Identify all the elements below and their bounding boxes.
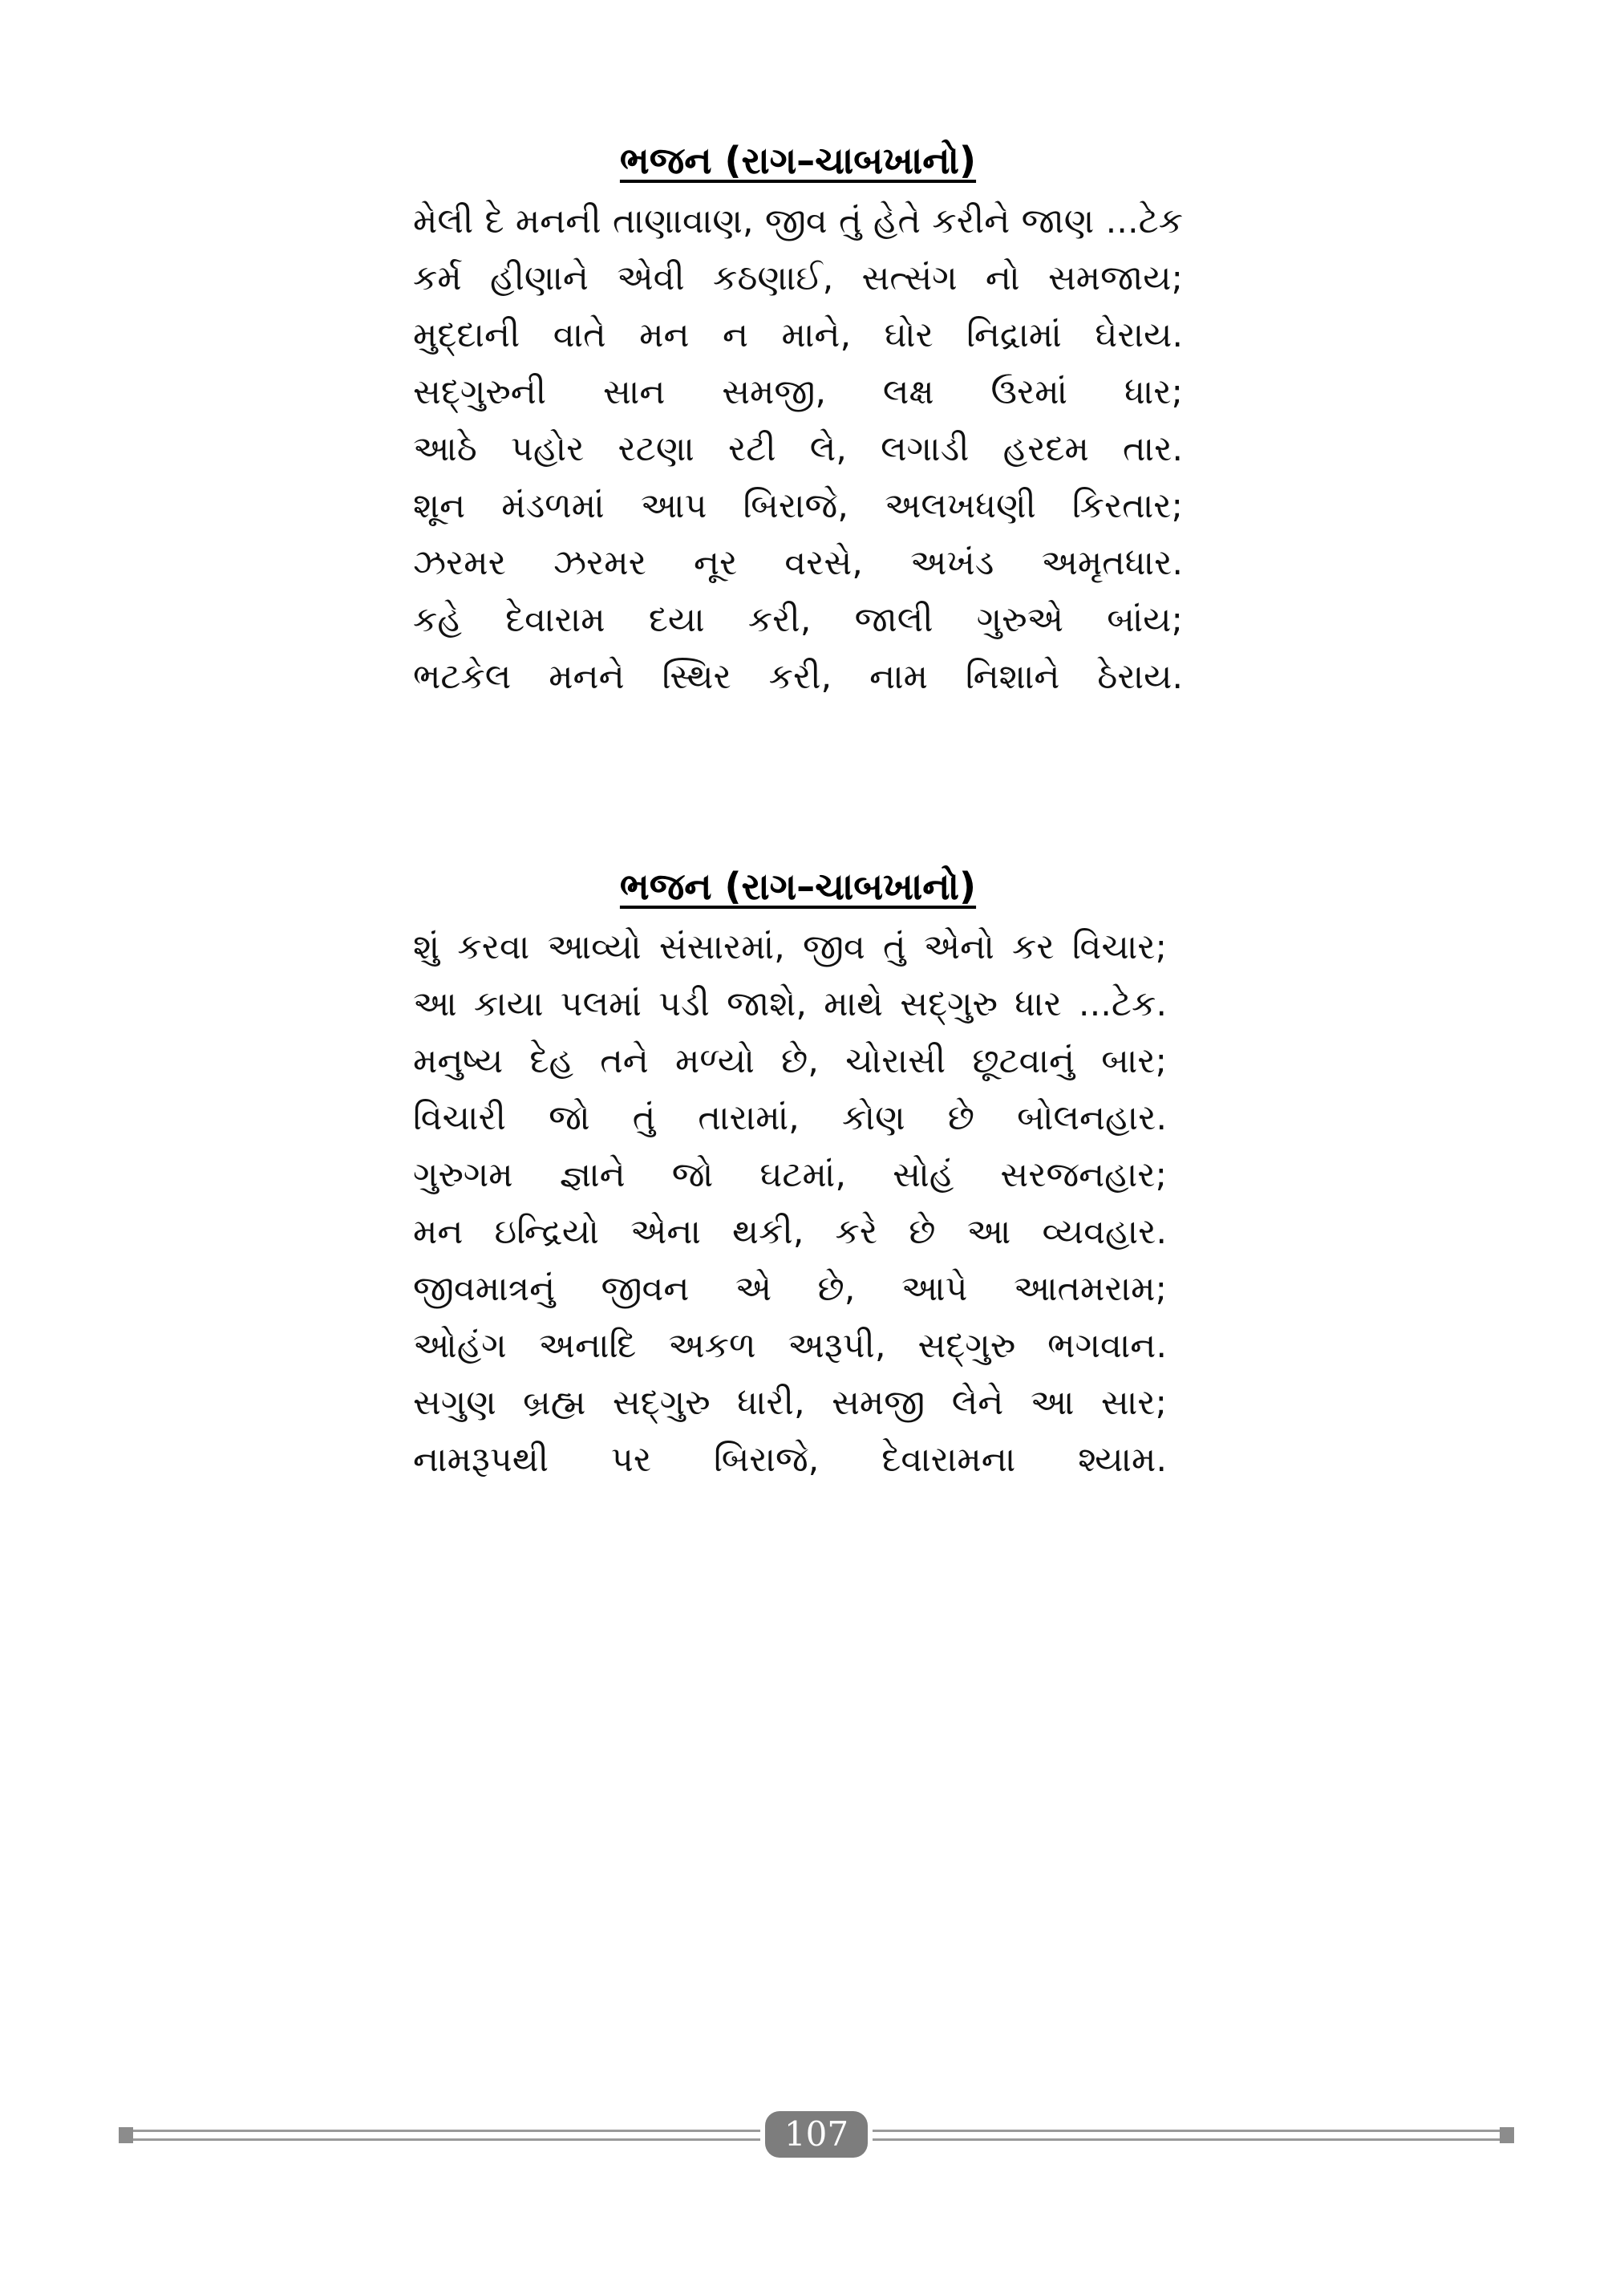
footer-rule-cap-left — [119, 2127, 133, 2143]
verse-line: સદ્‌ગુરુની સાન સમજી, લક્ષ ઉરમાં ધાર; — [413, 372, 1183, 412]
page-footer — [119, 2108, 1514, 2156]
verse-block-1 — [413, 193, 1183, 706]
footer-rule-cap-right — [1500, 2127, 1514, 2143]
footer-rule-left — [119, 2130, 760, 2141]
verse-line: જીવમાત્રનું જીવન એ છે, આપે આતમરામ; — [413, 1269, 1167, 1309]
verse-line: વિચારી જો તું તારામાં, કોણ છે બોલનહાર. — [413, 1098, 1167, 1138]
verse-line: કહે દેવારામ દયા કરી, જાલી ગુરુએ બાંય; — [413, 600, 1183, 640]
verse-line: ઓહંગ અનાદિ અકળ અરૂપી, સદ્‌ગુરુ ભગવાન. — [413, 1326, 1167, 1366]
verse-line: આઠે પહોર રટણા રટી લે, લગાડી હરદમ તાર. — [413, 429, 1183, 469]
verse-line: કર્મ હીણાને એવી કઠણાઈ, સત્સંગ નો સમજાય; — [413, 258, 1183, 298]
verse-line: સગુણ બ્રહ્મ સદ્‌ગુરુ ધારી, સમજી લેને આ સાર; — [413, 1383, 1167, 1423]
verse-line: નામરૂપથી પર બિરાજે, દેવારામના શ્યામ. — [413, 1440, 1167, 1480]
bhajan-title-2: ભજન (રાગ–ચાબખાનો) — [619, 865, 977, 908]
bhajan-section-2 — [413, 858, 1183, 1489]
bhajan-section-1 — [413, 132, 1183, 706]
verse-line: ઝરમર ઝરમર નૂર વરસે, અખંડ અમૃતધાર. — [413, 543, 1183, 583]
verse-line: શું કરવા આવ્યો સંસારમાં, જીવ તું એનો કર વિચાર; — [413, 927, 1167, 967]
verse-line: શૂન મંડળમાં આપ બિરાજે, અલખધણી કિરતાર; — [413, 486, 1183, 526]
verse-line: ભટકેલ મનને સ્થિર કરી, નામ નિશાને ઠેરાય. — [413, 657, 1183, 697]
verse-line: મનુષ્ય દેહ તને મળ્યો છે, ચોરાસી છૂટવાનું બાર; — [413, 1041, 1167, 1081]
verse-line: મુદ્દાની વાતે મન ન માને, ઘોર નિદ્રામાં ઘેરાય. — [413, 315, 1183, 355]
verse-block-2 — [413, 919, 1183, 1489]
footer-rule-right — [873, 2130, 1514, 2141]
verse-line: આ કાયા પલમાં પડી જાશે, માથે સદ્‌ગુરુ ધાર ...ટેક. — [413, 984, 1167, 1024]
bhajan-title-1: ભજન (રાગ–ચાબખાનો) — [619, 139, 977, 182]
verse-line: મેલી દે મનની તાણાવાણ, જીવ તું હેતે કરીને જાણ ...ટેક — [413, 201, 1183, 241]
page-number-badge: 107 — [765, 2111, 868, 2158]
verse-line: ગુરુગમ જ્ઞાને જો ઘટમાં, સોહં સરજનહાર; — [413, 1155, 1167, 1195]
verse-line: મન ઇન્દ્રિયો એના થકી, કરે છે આ વ્યવહાર. — [413, 1212, 1167, 1252]
